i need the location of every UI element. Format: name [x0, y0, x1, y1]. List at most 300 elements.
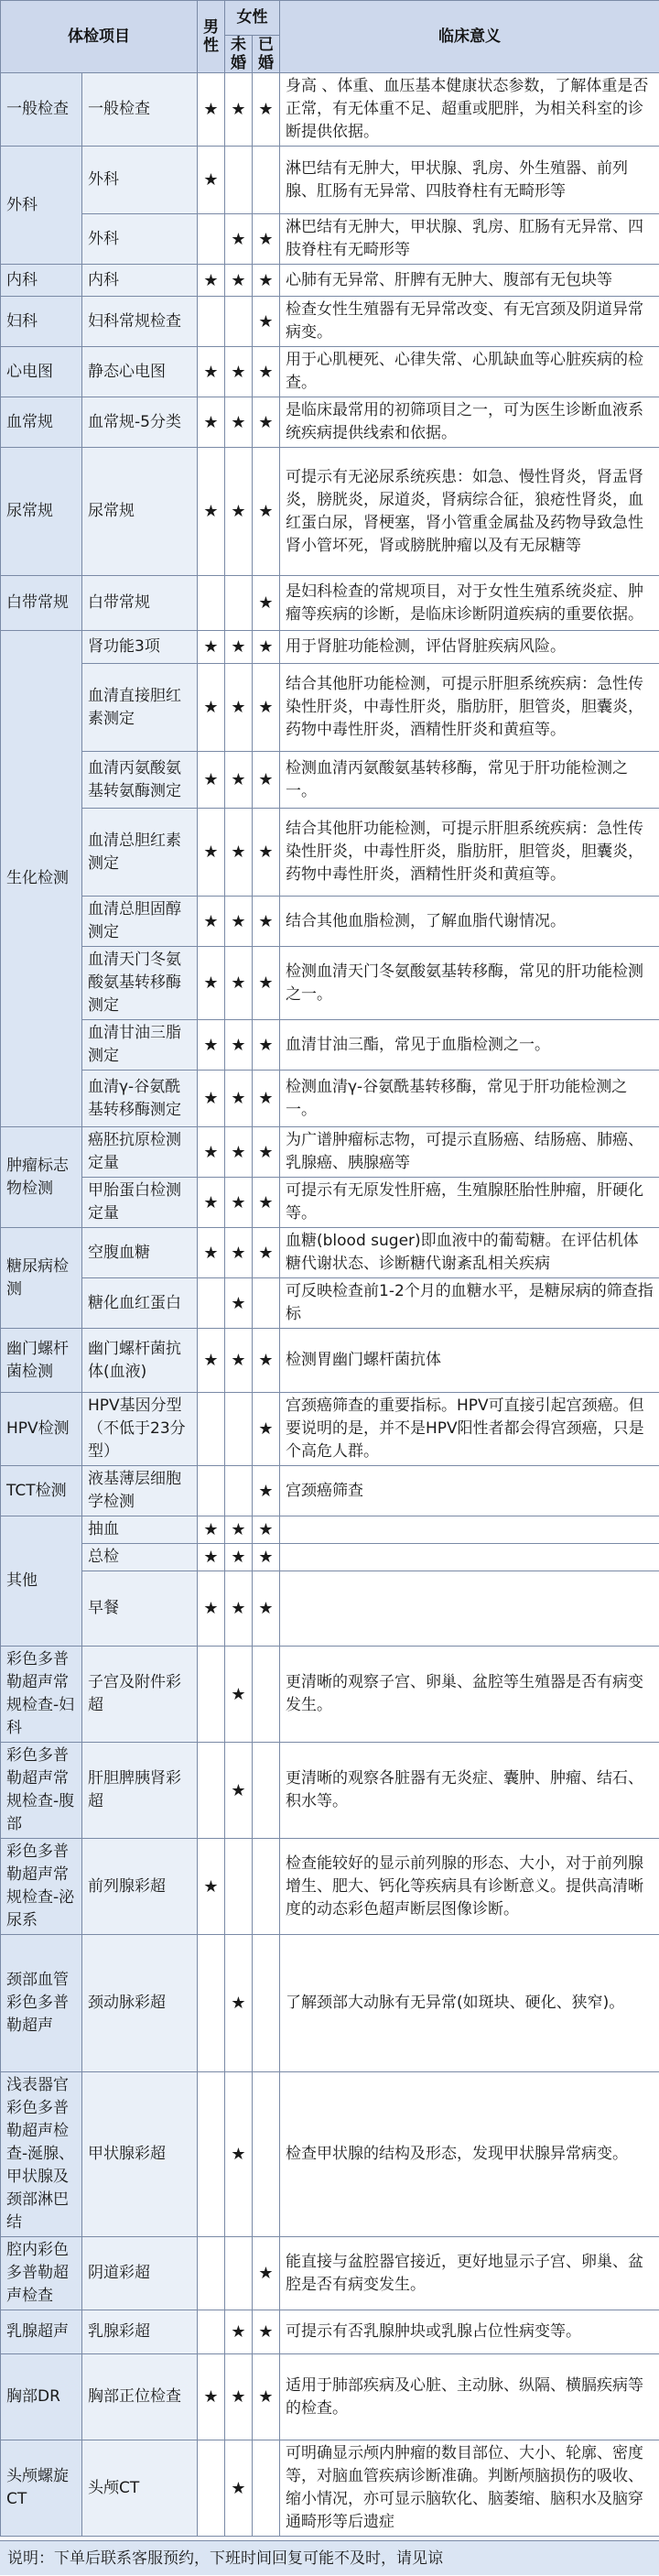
star-icon: ★	[231, 271, 245, 290]
star-cell-w	[253, 947, 280, 1020]
item-cell: 血清丙氨酸氨基转氨酶测定	[82, 752, 198, 809]
star-cell-w	[253, 1178, 280, 1228]
star-cell-u	[225, 1228, 253, 1278]
star-icon: ★	[231, 2322, 245, 2342]
star-cell-w	[253, 297, 280, 347]
item-cell: 糖化血红蛋白	[82, 1278, 198, 1329]
star-cell-u	[225, 147, 253, 214]
item-cell: HPV基因分型（不低于23分型）	[82, 1393, 198, 1466]
star-cell-m	[198, 2310, 225, 2354]
table-row	[1, 73, 659, 147]
star-icon: ★	[258, 100, 273, 119]
star-icon: ★	[258, 1351, 273, 1370]
star-cell-u	[225, 1466, 253, 1516]
star-cell-m	[198, 147, 225, 214]
star-cell-m	[198, 2440, 225, 2537]
star-icon: ★	[203, 698, 218, 717]
star-cell-u	[225, 1743, 253, 1839]
star-cell-m	[198, 664, 225, 752]
star-cell-m	[198, 1393, 225, 1466]
star-cell-w	[253, 897, 280, 947]
star-cell-m	[198, 397, 225, 448]
footer-note: 说明：下单后联系客服预约，下班时间回复可能不及时，请见谅	[0, 2540, 659, 2575]
star-icon: ★	[258, 842, 273, 862]
star-cell-u	[225, 397, 253, 448]
star-cell-u	[225, 752, 253, 809]
star-icon: ★	[203, 1036, 218, 1055]
star-cell-m	[198, 297, 225, 347]
meaning-cell: 检查甲状腺的结构及形态，发现甲状腺异常病变。	[280, 2072, 659, 2237]
item-cell: 妇科常规检查	[82, 297, 198, 347]
item-cell: 癌胚抗原检测定量	[82, 1127, 198, 1178]
meaning-cell	[280, 1571, 659, 1647]
star-icon: ★	[203, 502, 218, 521]
category-cell: 胸部DR	[1, 2354, 82, 2440]
table-row	[1, 2440, 659, 2537]
star-cell-w	[253, 1516, 280, 1544]
item-cell: 头颅CT	[82, 2440, 198, 2537]
item-cell: 液基薄层细胞学检测	[82, 1466, 198, 1516]
star-icon: ★	[203, 100, 218, 119]
category-cell: 彩色多普勒超声常规检查-泌尿系	[1, 1839, 82, 1935]
star-icon: ★	[203, 842, 218, 862]
item-cell: 静态心电图	[82, 347, 198, 397]
table-row	[1, 1544, 659, 1571]
star-icon: ★	[231, 100, 245, 119]
star-cell-w	[253, 397, 280, 448]
star-icon: ★	[203, 1877, 218, 1897]
item-cell: 颈动脉彩超	[82, 1935, 198, 2072]
star-icon: ★	[203, 1351, 218, 1370]
table-row	[1, 297, 659, 347]
star-cell-u	[225, 448, 253, 576]
category-cell: 浅表器官彩色多普勒超声检查-涎腺、甲状腺及颈部淋巴结	[1, 2072, 82, 2237]
meaning-cell: 检测血清γ-谷氨酰基转移酶，常见于肝功能检测之一。	[280, 1071, 659, 1127]
star-cell-u	[225, 809, 253, 897]
star-cell-w	[253, 809, 280, 897]
star-cell-w	[253, 2310, 280, 2354]
star-icon: ★	[203, 973, 218, 993]
star-cell-u	[225, 2072, 253, 2237]
star-cell-w	[253, 73, 280, 147]
star-icon: ★	[258, 1599, 273, 1618]
item-cell: 血清总胆固醇测定	[82, 897, 198, 947]
star-cell-u	[225, 2354, 253, 2440]
star-cell-m	[198, 1647, 225, 1743]
star-icon: ★	[231, 637, 245, 657]
star-icon: ★	[231, 1294, 245, 1313]
star-cell-m	[198, 1329, 225, 1393]
star-icon: ★	[258, 271, 273, 290]
star-cell-m	[198, 73, 225, 147]
meaning-cell: 结合其他肝功能检测，可提示肝胆系统疾病：急性传染性肝炎，中毒性肝炎，脂肪肝，胆管炎，胆囊炎，药物中毒性肝炎，酒精性肝炎和黄疸等。	[280, 809, 659, 897]
star-cell-m	[198, 752, 225, 809]
star-cell-u	[225, 347, 253, 397]
meaning-cell: 是妇科检查的常规项目，对于女性生殖系统炎症、肿瘤等疾病的诊断，是临床诊断阴道疾病的重要依据。	[280, 576, 659, 631]
star-icon: ★	[231, 770, 245, 789]
item-cell: 乳腺彩超	[82, 2310, 198, 2354]
category-cell: 腔内彩色多普勒超声检查	[1, 2237, 82, 2310]
item-cell: 早餐	[82, 1571, 198, 1647]
item-cell: 白带常规	[82, 576, 198, 631]
star-cell-w	[253, 1466, 280, 1516]
star-cell-w	[253, 1278, 280, 1329]
header-project: 体检项目	[1, 1, 198, 73]
category-cell: 一般检查	[1, 73, 82, 147]
star-icon: ★	[231, 1781, 245, 1800]
table-row	[1, 1278, 659, 1329]
meaning-cell: 检查能较好的显示前列腺的形态、大小，对于前列腺增生、肥大、钙化等疾病具有诊断意义。提供高清晰度的动态彩色超声断层图像诊断。	[280, 1839, 659, 1935]
star-cell-w	[253, 664, 280, 752]
star-icon: ★	[258, 593, 273, 613]
star-icon: ★	[258, 502, 273, 521]
category-cell: 白带常规	[1, 576, 82, 631]
star-icon: ★	[231, 230, 245, 249]
category-cell: 颈部血管彩色多普勒超声	[1, 1935, 82, 2072]
star-icon: ★	[203, 1599, 218, 1618]
star-cell-w	[253, 752, 280, 809]
meaning-cell: 宫颈癌筛查	[280, 1466, 659, 1516]
star-icon: ★	[231, 502, 245, 521]
star-cell-m	[198, 1071, 225, 1127]
star-icon: ★	[258, 2322, 273, 2342]
meaning-cell: 更清晰的观察子宫、卵巢、盆腔等生殖器是否有病变发生。	[280, 1647, 659, 1743]
category-cell: 糖尿病检测	[1, 1228, 82, 1329]
star-icon: ★	[203, 912, 218, 931]
star-cell-u	[225, 214, 253, 265]
table-row	[1, 1571, 659, 1647]
star-cell-u	[225, 1020, 253, 1071]
category-cell: 尿常规	[1, 448, 82, 576]
meaning-cell: 淋巴结有无肿大，甲状腺、乳房、外生殖器、前列腺、肛肠有无异常、四肢脊柱有无畸形等	[280, 147, 659, 214]
star-icon: ★	[231, 363, 245, 382]
table-row	[1, 1935, 659, 2072]
star-cell-w	[253, 1228, 280, 1278]
category-cell: 乳腺超声	[1, 2310, 82, 2354]
item-cell: 肝胆脾胰肾彩超	[82, 1743, 198, 1839]
star-cell-w	[253, 2237, 280, 2310]
star-cell-u	[225, 1544, 253, 1571]
star-icon: ★	[231, 413, 245, 432]
star-icon: ★	[231, 1036, 245, 1055]
star-icon: ★	[203, 271, 218, 290]
meaning-cell: 可提示有否乳腺肿块或乳腺占位性病变等。	[280, 2310, 659, 2354]
item-cell: 肾功能3项	[82, 631, 198, 664]
star-cell-u	[225, 1935, 253, 2072]
star-cell-w	[253, 347, 280, 397]
star-cell-w	[253, 1839, 280, 1935]
star-cell-u	[225, 1571, 253, 1647]
star-cell-m	[198, 631, 225, 664]
star-cell-w	[253, 1127, 280, 1178]
star-cell-u	[225, 2440, 253, 2537]
table-row	[1, 214, 659, 265]
star-icon: ★	[258, 1193, 273, 1212]
item-cell: 尿常规	[82, 448, 198, 576]
star-icon: ★	[258, 1419, 273, 1439]
star-cell-w	[253, 1743, 280, 1839]
star-cell-m	[198, 1544, 225, 1571]
item-cell: 血清γ-谷氨酰基转移酶测定	[82, 1071, 198, 1127]
table-row	[1, 1839, 659, 1935]
star-cell-w	[253, 214, 280, 265]
star-cell-u	[225, 631, 253, 664]
table-row	[1, 1071, 659, 1127]
star-cell-w	[253, 147, 280, 214]
item-cell: 血清总胆红素测定	[82, 809, 198, 897]
star-cell-m	[198, 1466, 225, 1516]
category-cell: 心电图	[1, 347, 82, 397]
star-icon: ★	[258, 1520, 273, 1539]
table-row	[1, 947, 659, 1020]
item-cell: 甲胎蛋白检测定量	[82, 1178, 198, 1228]
star-icon: ★	[231, 912, 245, 931]
item-cell: 前列腺彩超	[82, 1839, 198, 1935]
category-cell: 幽门螺杆菌检测	[1, 1329, 82, 1393]
table-row	[1, 265, 659, 297]
star-cell-u	[225, 2237, 253, 2310]
star-cell-m	[198, 1743, 225, 1839]
star-icon: ★	[258, 770, 273, 789]
star-cell-m	[198, 897, 225, 947]
star-icon: ★	[258, 312, 273, 332]
meaning-cell: 适用于肺部疾病及心脏、主动脉、纵隔、横膈疾病等的检查。	[280, 2354, 659, 2440]
table-row	[1, 1178, 659, 1228]
star-icon: ★	[258, 1548, 273, 1567]
star-cell-u	[225, 947, 253, 1020]
category-cell: 其他	[1, 1516, 82, 1647]
star-cell-u	[225, 265, 253, 297]
header-male: 男性	[198, 1, 225, 73]
header-meaning: 临床意义	[280, 1, 659, 73]
category-cell: 头颅螺旋CT	[1, 2440, 82, 2537]
meaning-cell: 血清甘油三酯，常见于血脂检测之一。	[280, 1020, 659, 1071]
header-unmarried: 未婚	[225, 36, 253, 73]
item-cell: 胸部正位检查	[82, 2354, 198, 2440]
star-cell-u	[225, 664, 253, 752]
star-cell-w	[253, 576, 280, 631]
star-cell-m	[198, 1127, 225, 1178]
star-cell-w	[253, 1393, 280, 1466]
meaning-cell: 淋巴结有无肿大，甲状腺、乳房、肛肠有无异常、四肢脊柱有无畸形等	[280, 214, 659, 265]
category-cell: 妇科	[1, 297, 82, 347]
star-icon: ★	[231, 1143, 245, 1162]
table-row	[1, 1329, 659, 1393]
star-cell-m	[198, 1935, 225, 2072]
meaning-cell: 可明确显示颅内肿瘤的数目部位、大小、轮廓、密度等，对脑血管疾病诊断准确。判断颅脑损伤的吸收、缩小情况，亦可显示脑软化、脑萎缩、脑积水及脑穿通畸形等后遗症	[280, 2440, 659, 2537]
category-cell: 彩色多普勒超声常规检查-腹部	[1, 1743, 82, 1839]
star-icon: ★	[231, 1599, 245, 1618]
meaning-cell: 检查女性生殖器有无异常改变、有无宫颈及阴道异常病变。	[280, 297, 659, 347]
star-icon: ★	[258, 912, 273, 931]
star-cell-w	[253, 631, 280, 664]
category-cell: TCT检测	[1, 1466, 82, 1516]
star-cell-m	[198, 448, 225, 576]
star-icon: ★	[203, 1244, 218, 1263]
item-cell: 抽血	[82, 1516, 198, 1544]
item-cell: 血清天门冬氨酸氨基转移酶测定	[82, 947, 198, 1020]
star-cell-m	[198, 1516, 225, 1544]
star-icon: ★	[203, 770, 218, 789]
star-cell-w	[253, 265, 280, 297]
star-icon: ★	[258, 973, 273, 993]
table-row	[1, 147, 659, 214]
star-cell-u	[225, 1071, 253, 1127]
star-icon: ★	[258, 1143, 273, 1162]
item-cell: 外科	[82, 147, 198, 214]
category-cell: HPV检测	[1, 1393, 82, 1466]
table-row	[1, 1466, 659, 1516]
meaning-cell: 用于肾脏功能检测，评估肾脏疾病风险。	[280, 631, 659, 664]
star-cell-u	[225, 1839, 253, 1935]
star-icon: ★	[203, 1548, 218, 1567]
meaning-cell: 心肺有无异常、肝脾有无肿大、腹部有无包块等	[280, 265, 659, 297]
meaning-cell: 检测血清天门冬氨酸氨基转移酶，常见的肝功能检测之一。	[280, 947, 659, 1020]
star-icon: ★	[231, 1520, 245, 1539]
star-icon: ★	[231, 1685, 245, 1704]
star-cell-u	[225, 1647, 253, 1743]
category-cell: 肿瘤标志物检测	[1, 1127, 82, 1228]
item-cell: 一般检查	[82, 73, 198, 147]
item-cell: 子宫及附件彩超	[82, 1647, 198, 1743]
table-row	[1, 664, 659, 752]
meaning-cell: 为广谱肿瘤标志物，可提示直肠癌、结肠癌、肺癌、乳腺癌、胰腺癌等	[280, 1127, 659, 1178]
meaning-cell: 身高 、体重、血压基本健康状态参数，了解体重是否正常，有无体重不足、超重或肥胖，为相关科室的诊断提供依据。	[280, 73, 659, 147]
star-cell-w	[253, 1329, 280, 1393]
star-cell-w	[253, 2072, 280, 2237]
meaning-cell: 用于心肌梗死、心律失常、心肌缺血等心脏疾病的检查。	[280, 347, 659, 397]
meaning-cell: 可提示有无泌尿系统疾患：如急、慢性肾炎，肾盂肾炎，膀胱炎，尿道炎，肾病综合征，狼疮性肾炎，血红蛋白尿，肾梗塞，肾小管重金属盐及药物导致急性肾小管坏死，肾或膀胱肿瘤以及有无尿糖等	[280, 448, 659, 576]
table-row	[1, 1393, 659, 1466]
category-cell: 血常规	[1, 397, 82, 448]
meaning-cell: 检测胃幽门螺杆菌抗体	[280, 1329, 659, 1393]
star-icon: ★	[231, 1244, 245, 1263]
star-cell-m	[198, 2354, 225, 2440]
category-cell: 彩色多普勒超声常规检查-妇科	[1, 1647, 82, 1743]
star-icon: ★	[258, 2264, 273, 2283]
star-icon: ★	[231, 1994, 245, 2013]
star-icon: ★	[258, 698, 273, 717]
star-cell-u	[225, 1178, 253, 1228]
star-cell-w	[253, 1935, 280, 2072]
table-row	[1, 2072, 659, 2237]
star-icon: ★	[258, 1244, 273, 1263]
meaning-cell: 宫颈癌筛查的重要指标。HPV可直接引起宫颈癌。但要说明的是，并不是HPV阳性者都会得宫颈癌，只是个高危人群。	[280, 1393, 659, 1466]
star-icon: ★	[258, 1036, 273, 1055]
star-cell-m	[198, 1278, 225, 1329]
star-icon: ★	[203, 2387, 218, 2407]
item-cell: 外科	[82, 214, 198, 265]
star-icon: ★	[231, 842, 245, 862]
star-cell-w	[253, 1647, 280, 1743]
star-icon: ★	[231, 1193, 245, 1212]
meaning-cell	[280, 1516, 659, 1544]
star-cell-m	[198, 347, 225, 397]
star-cell-m	[198, 2237, 225, 2310]
table-row	[1, 897, 659, 947]
star-cell-u	[225, 1516, 253, 1544]
star-cell-m	[198, 214, 225, 265]
table-row	[1, 2237, 659, 2310]
category-cell: 生化检测	[1, 631, 82, 1127]
star-cell-w	[253, 2440, 280, 2537]
header-female: 女性	[225, 1, 280, 36]
table-row	[1, 1743, 659, 1839]
star-icon: ★	[258, 413, 273, 432]
table-row	[1, 2354, 659, 2440]
star-cell-u	[225, 897, 253, 947]
star-icon: ★	[203, 1193, 218, 1212]
table-row	[1, 809, 659, 897]
meaning-cell: 结合其他肝功能检测，可提示肝胆系统疾病：急性传染性肝炎，中毒性肝炎，脂肪肝，胆管炎，胆囊炎，药物中毒性肝炎，酒精性肝炎和黄疸等。	[280, 664, 659, 752]
star-cell-w	[253, 1544, 280, 1571]
meaning-cell	[280, 1544, 659, 1571]
star-icon: ★	[258, 1089, 273, 1108]
table-row	[1, 1516, 659, 1544]
star-icon: ★	[231, 1548, 245, 1567]
meaning-cell: 更清晰的观察各脏器有无炎症、囊肿、肿瘤、结石、积水等。	[280, 1743, 659, 1839]
star-cell-m	[198, 1228, 225, 1278]
star-cell-u	[225, 2310, 253, 2354]
star-icon: ★	[203, 170, 218, 190]
star-icon: ★	[258, 1482, 273, 1501]
item-cell: 甲状腺彩超	[82, 2072, 198, 2237]
star-icon: ★	[258, 637, 273, 657]
table-row	[1, 448, 659, 576]
item-cell: 血清直接胆红素测定	[82, 664, 198, 752]
item-cell: 空腹血糖	[82, 1228, 198, 1278]
star-icon: ★	[203, 1143, 218, 1162]
star-cell-m	[198, 576, 225, 631]
star-cell-m	[198, 2072, 225, 2237]
table-row	[1, 1020, 659, 1071]
meaning-cell: 可提示有无原发性肝癌，生殖腺胚胎性肿瘤，肝硬化等。	[280, 1178, 659, 1228]
meaning-cell: 检测血清丙氨酸氨基转移酶，常见于肝功能检测之一。	[280, 752, 659, 809]
star-icon: ★	[258, 230, 273, 249]
star-cell-w	[253, 1020, 280, 1071]
star-icon: ★	[258, 363, 273, 382]
star-icon: ★	[203, 413, 218, 432]
star-cell-m	[198, 1178, 225, 1228]
table-body	[1, 73, 659, 2537]
star-cell-m	[198, 1839, 225, 1935]
star-cell-m	[198, 809, 225, 897]
star-cell-u	[225, 73, 253, 147]
category-cell: 外科	[1, 147, 82, 265]
item-cell: 幽门螺杆菌抗体(血液)	[82, 1329, 198, 1393]
star-cell-u	[225, 297, 253, 347]
star-icon: ★	[231, 973, 245, 993]
item-cell: 总检	[82, 1544, 198, 1571]
meaning-cell: 能直接与盆腔器官接近，更好地显示子宫、卵巢、盆腔是否有病变发生。	[280, 2237, 659, 2310]
meaning-cell: 是临床最常用的初筛项目之一，可为医生诊断血液系统疾病提供线索和依据。	[280, 397, 659, 448]
table-row	[1, 752, 659, 809]
table-row	[1, 347, 659, 397]
star-icon: ★	[203, 1089, 218, 1108]
star-icon: ★	[231, 2387, 245, 2407]
star-cell-u	[225, 1329, 253, 1393]
table-row	[1, 631, 659, 664]
table-row	[1, 2310, 659, 2354]
table-row	[1, 576, 659, 631]
item-cell: 阴道彩超	[82, 2237, 198, 2310]
star-icon: ★	[231, 2479, 245, 2498]
table-row	[1, 1228, 659, 1278]
star-icon: ★	[231, 1351, 245, 1370]
star-icon: ★	[203, 1520, 218, 1539]
star-cell-w	[253, 448, 280, 576]
meaning-cell: 了解颈部大动脉有无异常(如斑块、硬化、狭窄)。	[280, 1935, 659, 2072]
